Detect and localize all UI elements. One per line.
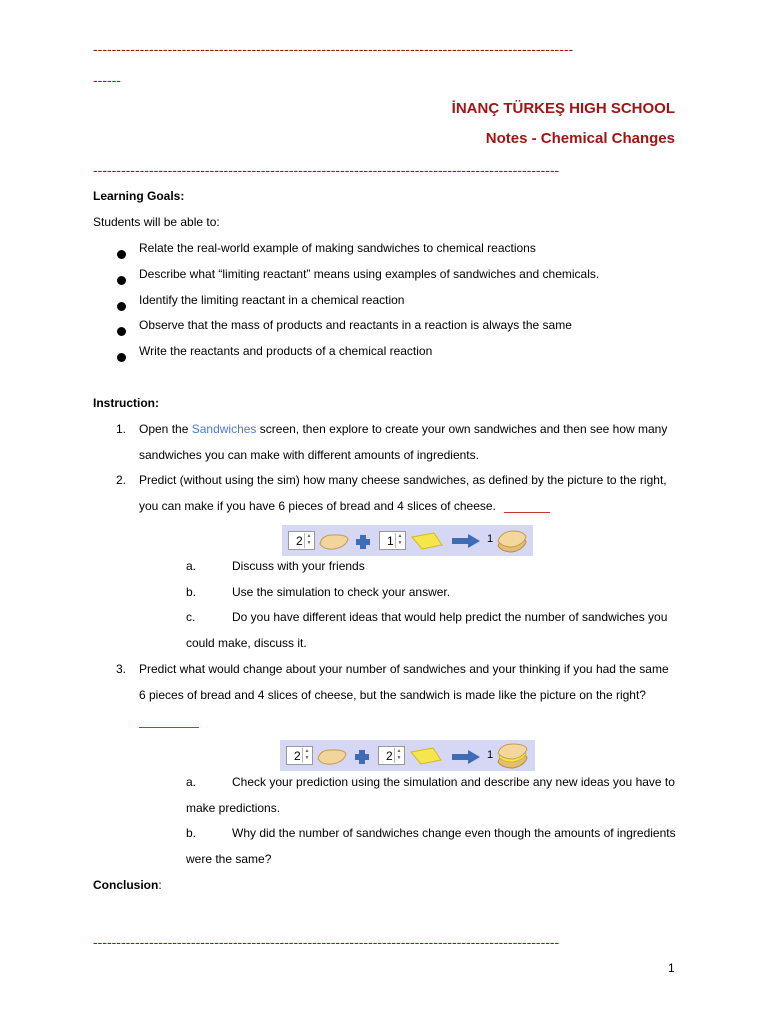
sub-item: Why did the number of sandwiches change even though the amounts of ingredients <box>232 826 676 840</box>
sub-letter: b. <box>186 826 197 840</box>
product-count: 1 <box>487 749 494 761</box>
answer-blank[interactable] <box>504 511 550 513</box>
learning-goals-intro: Students will be able to: <box>93 215 220 229</box>
step-2-line-2: you can make if you have 6 pieces of bread and 4 slices of cheese. <box>139 499 496 513</box>
step-1-line-2: sandwiches you can make with different amounts of ingredients. <box>139 448 479 462</box>
goal-item: Write the reactants and products of a chemical reaction <box>139 344 433 358</box>
answer-blank[interactable] <box>139 726 199 728</box>
step-1-post: screen, then explore to create your own sandwiches and then see how many <box>256 422 668 436</box>
plus-icon <box>354 749 370 765</box>
bullet-icon <box>117 327 126 336</box>
cheese-icon <box>410 531 444 551</box>
product-count: 1 <box>487 533 494 545</box>
goal-item: Relate the real-world example of making sandwiches to chemical reactions <box>139 241 536 255</box>
bullet-icon <box>117 353 126 362</box>
sub-item-continued: make predictions. <box>186 801 281 815</box>
bullet-icon <box>117 302 126 311</box>
cheese-count-stepper: 2 ▲ ▼ <box>378 746 405 765</box>
sub-item: Use the simulation to check your answer. <box>232 585 451 599</box>
sandwich-recipe-image-2 <box>280 740 535 771</box>
step-1-pre: Open the <box>139 422 192 436</box>
page-number: 1 <box>668 961 675 975</box>
sandwich-icon <box>495 528 529 554</box>
header-divider-bottom: ---------------------------------------------------------------------------------------------------- <box>93 163 560 177</box>
bullet-icon <box>117 276 126 285</box>
sub-letter: a. <box>186 559 197 573</box>
sub-item: Check your prediction using the simulation and describe any new ideas you have to <box>232 775 675 789</box>
step-3-line-2: 6 pieces of bread and 4 slices of cheese, but the sandwich is made like the picture on the right? <box>139 688 646 702</box>
sub-item-continued: were the same? <box>186 852 272 866</box>
arrow-right-icon <box>452 750 480 764</box>
sub-letter: a. <box>186 775 197 789</box>
step-1-line-1 <box>139 422 667 437</box>
sub-item: Do you have different ideas that would help predict the number of sandwiches you <box>232 610 668 624</box>
goal-item: Describe what “limiting reactant” means using examples of sandwiches and chemicals. <box>139 267 600 281</box>
sub-item: Discuss with your friends <box>232 559 365 573</box>
arrow-right-icon <box>452 534 480 548</box>
sandwich-recipe-image-1 <box>282 525 533 556</box>
cheese-count-stepper: 1 ▲ ▼ <box>379 531 406 550</box>
sub-letter: b. <box>186 585 197 599</box>
sandwiches-link[interactable]: Sandwiches <box>191 422 257 436</box>
conclusion-colon: : <box>158 878 162 892</box>
conclusion-heading <box>93 878 162 893</box>
bread-icon <box>318 531 350 551</box>
bread-count-stepper: 2 ▲ ▼ <box>288 531 315 550</box>
step-number: 1. <box>116 422 127 436</box>
goal-item: Identify the limiting reactant in a chemical reaction <box>139 293 405 307</box>
school-name: İNANÇ TÜRKEŞ HIGH SCHOOL <box>451 100 675 117</box>
sub-item-continued: could make, discuss it. <box>186 636 307 650</box>
footer-divider: ---------------------------------------------------------------------------------------------------- <box>93 935 560 949</box>
plus-icon <box>355 534 371 550</box>
instruction-heading: Instruction: <box>93 396 159 410</box>
cheese-icon <box>409 746 443 766</box>
header-divider-top: ------------------------------------------------------------------------------------------------------- <box>93 42 574 56</box>
bread-count-stepper: 2 ▲ ▼ <box>286 746 313 765</box>
step-number: 2. <box>116 473 127 487</box>
conclusion-label: Conclusion <box>93 878 159 892</box>
step-3-line-1: Predict what would change about your number of sandwiches and your thinking if you had the same <box>139 662 669 676</box>
bread-icon <box>316 746 348 766</box>
learning-goals-heading: Learning Goals: <box>93 189 185 203</box>
sandwich-icon <box>495 742 531 770</box>
step-number: 3. <box>116 662 127 676</box>
bullet-icon <box>117 250 126 259</box>
step-2-line-1: Predict (without using the sim) how many cheese sandwiches, as defined by the picture to the right, <box>139 473 667 487</box>
page-title: Notes - Chemical Changes <box>485 130 675 147</box>
goal-item: Observe that the mass of products and reactants in a reaction is always the same <box>139 318 572 332</box>
header-divider-wrap: ------ <box>93 73 121 87</box>
sub-letter: c. <box>186 610 196 624</box>
